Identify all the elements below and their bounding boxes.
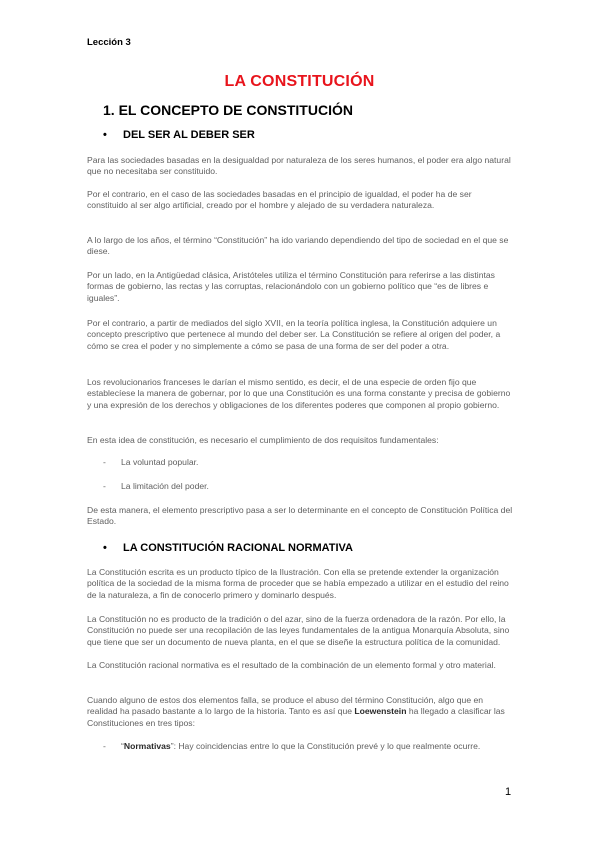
document-title: LA CONSTITUCIÓN [224, 73, 375, 90]
paragraph: La Constitución no es producto de la tradición o del azar, sino de la fuerza ordenadora de la razón. Por ello, la Constitución no puede ser una recopilación de las leyes fundamentales de la antigua Monarquía Absoluta, sino que tiene que ser un documento de nueva planta, en el que se diseñe la estructura política de la comunidad. [87, 614, 510, 647]
paragraph: Por el contrario, a partir de mediados del siglo XVII, en la teoría política inglesa, la Constitución adquiere un concepto prescriptivo que pertenece al mundo del deber ser. La Constitución se refiere al origen del poder, a cómo se crea el poder y no simplemente a cómo se pasa de una forma de ser del poder a otra. [87, 318, 501, 351]
type-name: Normativas [123, 741, 171, 751]
paragraph [87, 695, 515, 729]
paragraph: Por el contrario, en el caso de las sociedades basadas en el principio de igualdad, el poder ha de ser constituido al ser algo artificial, creado por el hombre y alejado de su verdadera naturaleza. [87, 189, 472, 211]
paragraph: En esta idea de constitución, es necesario el cumplimiento de dos requisitos fundamentales: [87, 435, 439, 445]
section-title: 1. EL CONCEPTO DE CONSTITUCIÓN [103, 102, 353, 118]
paragraph: De esta manera, el elemento prescriptivo pasa a ser lo determinante en el concepto de Constitución Política del Estado. [87, 505, 513, 527]
bullet-icon: • [103, 129, 107, 141]
paragraph: La Constitución racional normativa es el resultado de la combinación de un elemento formal y otro material. [87, 660, 496, 670]
paragraph: Los revolucionarios franceses le darían el mismo sentido, es decir, el de una especie de orden fijo que establecíese la manera de gobernar, por lo que una Constitución es una forma constante y precisa de gobierno y una expresión de los derechos y obligaciones de los diferentes poderes que componen al propio gobierno. [87, 377, 511, 410]
paragraph: La Constitución escrita es un producto típico de la Ilustración. Con ella se pretende extender la organización política de la sociedad de la misma forma de proceder que se había empezado a utilizar en el estudio del reino de la naturaleza, a fin de conocerlo primero y dominarlo después. [87, 567, 509, 600]
subsection-heading-racional-normativa [103, 542, 353, 554]
paragraph: Por un lado, en la Antigüedad clásica, Aristóteles utiliza el término Constitución para referirse a las distintas formas de gobierno, las rectas y las corruptas, relacionándolo con un gobierno político que “es de libres e iguales”. [87, 270, 495, 303]
subsection-heading-text: DEL SER AL DEBER SER [123, 129, 255, 141]
dash-marker: - [103, 741, 106, 751]
author-name: Loewenstein [354, 706, 407, 717]
open-quote: “ [121, 741, 124, 751]
paragraph-text: Cuando alguno de estos dos elementos falla, se produce el abuso del término Constitución, algo que en realidad ha pasado bastante a lo largo de la historia. Tanto es así que [87, 695, 484, 717]
paragraph: Para las sociedades basadas en la desigualdad por naturaleza de los seres humanos, el poder era algo natural que no necesitaba ser constituido. [87, 155, 511, 177]
page-number: 1 [505, 786, 512, 798]
type-description: : Hay coincidencias entre lo que la Constitución prevé y lo que realmente ocurre. [173, 741, 481, 751]
close-quote: ” [170, 741, 174, 751]
dash-marker: - [103, 481, 106, 491]
subsection-heading-ser-deber-ser [103, 129, 255, 141]
list-item-text: La limitación del poder. [121, 481, 209, 491]
lesson-header: Lección 3 [87, 37, 131, 48]
paragraph-text: ha llegado a clasificar las Constituciones en tres tipos: [87, 706, 505, 728]
dash-marker: - [103, 457, 106, 467]
subsection-heading-text: LA CONSTITUCIÓN RACIONAL NORMATIVA [123, 542, 353, 554]
list-item-text [121, 741, 515, 752]
bullet-icon: • [103, 542, 107, 554]
paragraph: A lo largo de los años, el término “Constitución” ha ido variando dependiendo del tipo de sociedad en el que se diese. [87, 235, 509, 257]
list-item-text: La voluntad popular. [121, 457, 199, 467]
